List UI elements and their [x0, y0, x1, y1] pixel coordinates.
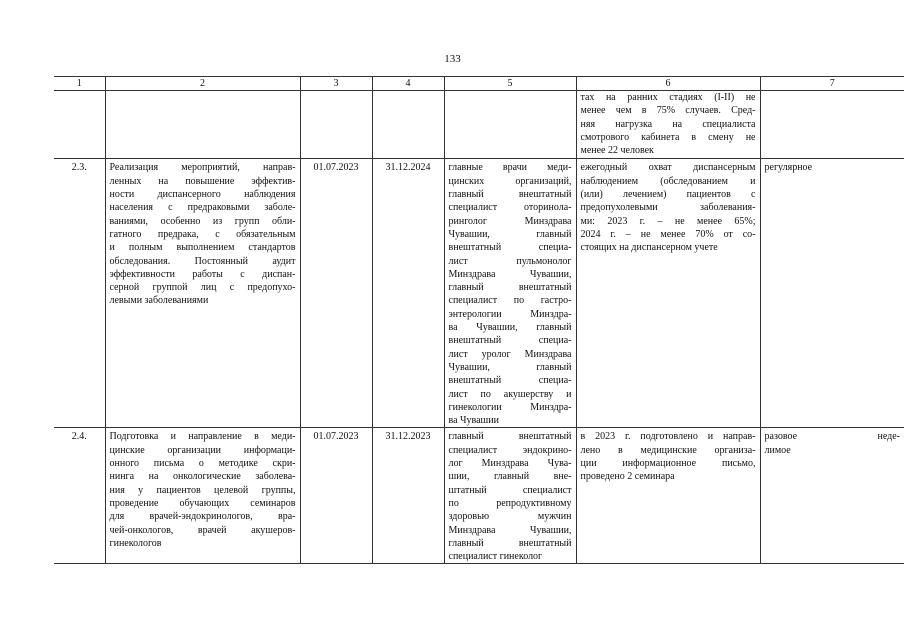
column-header: 4 — [372, 77, 444, 91]
cell-line: чей-онкологов, врачей акушеров- — [109, 524, 296, 536]
cell-line: ми: 2023 г. – не менее 65%; — [580, 215, 756, 227]
cell-line: (или) лечением) пациентов с — [580, 189, 756, 201]
column-header: 7 — [760, 77, 904, 91]
measure-cell — [105, 159, 300, 428]
cell-line: предопухолевыми заболевания- — [580, 202, 756, 214]
cell-line: 2024 г. – не менее 70% от со- — [580, 228, 756, 240]
cell-line: Минздрава Чувашии, — [448, 524, 572, 536]
responsible-cell — [444, 159, 576, 428]
row-number: 2.3. — [54, 159, 105, 428]
cell-line: лено в медицинские организа- — [580, 444, 756, 456]
cell-line: нинга на онкологические заболева- — [109, 471, 296, 483]
cell-line: населения с предраковыми заболе- — [109, 202, 296, 214]
cell-line: специалист эндокрино- — [448, 444, 572, 456]
cell-line: лист уролог Минздрава — [448, 348, 572, 360]
row-number: 2.4. — [54, 428, 105, 564]
cell-line: гатного предрака, с обязательным — [109, 228, 296, 240]
cell-line: здоровью мужчин — [448, 511, 572, 523]
cell-line: энтерологии Минздра- — [448, 308, 572, 320]
column-header: 3 — [300, 77, 372, 91]
result-cell — [576, 159, 760, 428]
column-header: 5 — [444, 77, 576, 91]
cell-line: левыми заболеваниями — [109, 295, 209, 307]
result-cell — [576, 428, 760, 564]
cell-line: по репродуктивному — [448, 497, 572, 509]
cell-line: лог Минздрава Чува- — [448, 458, 572, 470]
cell-line: ленных на повышение эффектив- — [109, 175, 296, 187]
responsible-cell — [444, 428, 576, 564]
cell-line: специалист гинеколог — [448, 551, 543, 563]
start-date: 01.07.2023 — [300, 428, 372, 564]
cell-line: Подготовка и направление в меди- — [109, 431, 296, 443]
end-date: 31.12.2023 — [372, 428, 444, 564]
cell-line: гинекологов — [109, 537, 162, 549]
cell-line: штатный специалист — [448, 484, 572, 496]
cell-line: эффективности работы с диспан- — [109, 268, 296, 280]
column-number-header — [54, 77, 904, 91]
cell-line: проведение обучающих семинаров — [109, 497, 296, 509]
cell-line: Чувашии, главный — [448, 361, 572, 373]
continuation-result-cell — [576, 91, 760, 159]
cell-line: разовое неде- — [764, 431, 900, 443]
cell-line: Чувашии, главный — [448, 228, 572, 240]
cell-line: ва Чувашии — [448, 415, 499, 427]
continuation-row — [54, 91, 904, 159]
cell-line: ности диспансерного наблюдения — [109, 189, 296, 201]
start-date: 01.07.2023 — [300, 159, 372, 428]
cell-line: главный внештатный — [448, 189, 572, 201]
cell-line: главный внештатный — [448, 431, 572, 443]
cell-line: ния у пациентов целевой группы, — [109, 484, 296, 496]
end-date: 31.12.2024 — [372, 159, 444, 428]
page-number: 133 — [444, 53, 461, 65]
type-cell — [760, 159, 904, 428]
cell-line: ва Чувашии, главный — [448, 322, 572, 334]
cell-line: обследования. Постоянный аудит — [109, 255, 296, 267]
table-row — [54, 428, 904, 564]
cell-line: внештатный специа- — [448, 335, 572, 347]
cell-line: наблюдением (обследованием и — [580, 175, 756, 187]
column-header: 2 — [105, 77, 300, 91]
cell-line: специалист оторинола- — [448, 202, 572, 214]
cell-line: ринголог Минздрава — [448, 215, 572, 227]
measure-cell — [105, 428, 300, 564]
measures-table — [54, 76, 904, 564]
cell-line: ежегодный охват диспансерным — [580, 162, 756, 174]
column-header: 1 — [54, 77, 105, 91]
cell-line: серной группой лиц с предопухо- — [109, 282, 296, 294]
table-row — [54, 159, 904, 428]
cell-line: главные врачи меди- — [448, 162, 572, 174]
cell-line: менее 22 человек — [580, 145, 654, 157]
cell-line: главный внештатный — [448, 282, 572, 294]
cell-line: Реализация мероприятий, направ- — [109, 162, 296, 174]
column-header: 6 — [576, 77, 760, 91]
cell-line: смотрового кабинета в смену не — [580, 131, 756, 143]
cell-line: лист пульмонолог — [448, 255, 572, 267]
cell-line: цинских организаций, — [448, 175, 572, 187]
cell-line: для врачей-эндокринологов, вра- — [109, 511, 296, 523]
cell-line: главный внештатный — [448, 537, 572, 549]
cell-line: цинские организации информаци- — [109, 444, 296, 456]
cell-line: лимое — [764, 444, 791, 456]
cell-line: внештатный специа- — [448, 375, 572, 387]
cell-line: внештатный специа- — [448, 242, 572, 254]
cell-line: стоящих на диспансерном учете — [580, 242, 718, 254]
cell-line: лист по акушерству и — [448, 388, 572, 400]
cell-line: онного письма о методике скри- — [109, 458, 296, 470]
cell-line: шии, главный вне- — [448, 471, 572, 483]
cell-line: менее чем в 75% случаев. Сред- — [580, 105, 756, 117]
cell-line: регулярное — [764, 162, 813, 174]
cell-line: в 2023 г. подготовлено и направ- — [580, 431, 756, 443]
cell-line: гинекологии Минздра- — [448, 401, 572, 413]
cell-line: ваниями, особенно из групп обли- — [109, 215, 296, 227]
cell-line: и полным выполнением стандартов — [109, 242, 296, 254]
cell-line: ции информационное письмо, — [580, 458, 756, 470]
cell-line: проведено 2 семинара — [580, 471, 675, 483]
cell-line: Минздрава Чувашии, — [448, 268, 572, 280]
type-cell — [760, 428, 904, 564]
cell-line: тах на ранних стадиях (I-II) не — [580, 92, 756, 103]
cell-line: няя нагрузка на специалиста — [580, 118, 756, 130]
cell-line: специалист по гастро- — [448, 295, 572, 307]
